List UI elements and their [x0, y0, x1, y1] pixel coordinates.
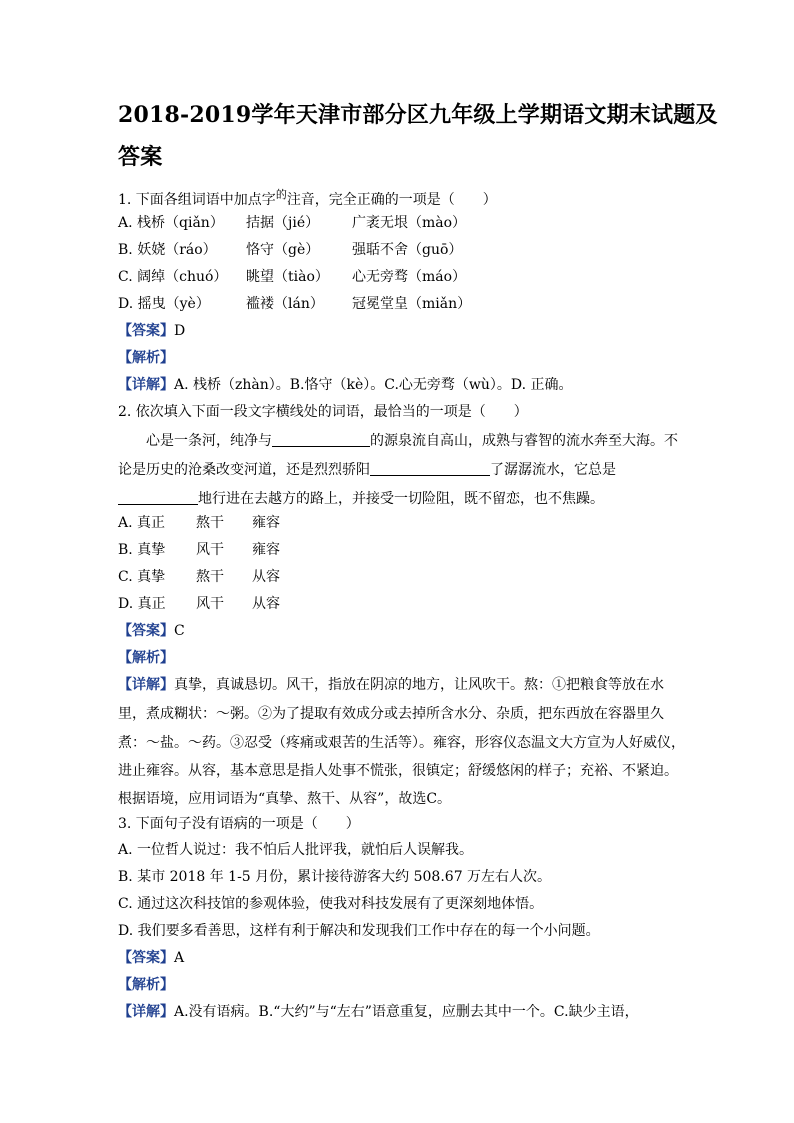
question-2-option-d: D. 真正 风干 从容: [118, 596, 280, 612]
question-2-detail-line5: 根据语境，应用词语为“真挚、熬干、从容”，故选C。: [118, 791, 452, 807]
question-3-option-a: A. 一位哲人说过：我不怕后人批评我，就怕后人误解我。: [118, 842, 474, 858]
question-1-detail: 【详解】A. 栈桥（zhàn）。B.恪守（kè）。C.心无旁骛（wù）。D. 正确。: [118, 377, 573, 393]
question-3-option-d: D. 我们要多看善思，这样有利于解决和发现我们工作中存在的每一个小问题。: [118, 923, 600, 939]
question-2-option-a: A. 真正 熬干 雍容: [118, 515, 280, 531]
question-2-answer: 【答案】C: [118, 623, 185, 639]
question-3-option-b: B. 某市 2018 年 1-5 月份，累计接待游客大约 508.67 万左右人次。: [118, 869, 552, 885]
question-2-detail-line3: 煮：～盐。～药。③忍受（疼痛或艰苦的生活等）。雍容，形容仪态温文大方宣为人好威仪，: [118, 735, 685, 751]
question-3-detail: 【详解】A.没有语病。B.“大约”与“左右”语意重复，应删去其中一个。C.缺少主语，: [118, 1004, 639, 1020]
question-2-passage-line3: 地行进在去越方的路上，并接受一切险阻，既不留恋，也不焦躁。: [118, 488, 604, 508]
question-2-option-c: C. 真挚 熬干 从容: [118, 569, 280, 585]
question-2-detail-line2: 里，煮成糊状：～粥。②为了提取有效成分或去掉所含水分、杂质，把东西放在容器里久: [118, 706, 664, 722]
question-1-option-d: D. 摇曳（yè） 褴褛（lán） 冠冕堂皇（miǎn）: [118, 296, 472, 312]
question-3-answer: 【答案】A: [118, 950, 185, 966]
question-2-stem: 2. 依次填入下面一段文字横线处的词语，最恰当的一项是（ ）: [118, 404, 528, 420]
blank-2: [370, 461, 490, 476]
question-1-option-a: A. 栈桥（qiǎn） 拮据（jié） 广袤无垠（mào）: [118, 215, 467, 231]
question-1-option-b: B. 妖娆（ráo） 恪守（gè） 强聒不舍（guō）: [118, 242, 463, 258]
question-2-option-b: B. 真挚 风干 雍容: [118, 542, 280, 558]
document-title-line1: 2018-2019学年天津市部分区九年级上学期语文期末试题及: [118, 102, 718, 128]
question-2-detail-line1: 【详解】真挚，真诚恳切。风干，指放在阴凉的地方，让风吹干。熬：①把粮食等放在水: [118, 677, 664, 693]
question-1-answer: 【答案】D: [118, 323, 186, 339]
question-1-stem: 1. 下面各组词语中加点字$^的$注音，完全正确的一项是（ ）: [118, 188, 497, 208]
question-1-analysis-label: 【解析】: [118, 350, 174, 366]
question-3-analysis-label: 【解析】: [118, 977, 174, 993]
question-3-option-c: C. 通过这次科技馆的参观体验，使我对科技发展有了更深刻地体悟。: [118, 896, 544, 912]
question-2-analysis-label: 【解析】: [118, 650, 174, 666]
question-2-passage-line1: 心是一条河，纯净与 的源泉流自高山，成熟与睿智的流水奔至大海。不: [146, 433, 678, 449]
question-2-passage-line2: 论是历史的沧桑改变河道，还是烈烈骄阳 了潺潺流水，它总是: [118, 462, 616, 478]
blank-1: [272, 432, 370, 447]
question-3-stem: 3. 下面句子没有语病的一项是（ ）: [118, 816, 360, 832]
question-1-option-c: C. 阔绰（chuó） 眺望（tiào） 心无旁骛（máo）: [118, 269, 467, 285]
document-title-line2: 答案: [118, 144, 163, 170]
blank-3: [118, 490, 198, 505]
question-2-detail-line4: 进止雍容。从容，基本意思是指人处事不慌张，很镇定；舒缓悠闲的样子；充裕、不紧迫。: [118, 763, 678, 779]
